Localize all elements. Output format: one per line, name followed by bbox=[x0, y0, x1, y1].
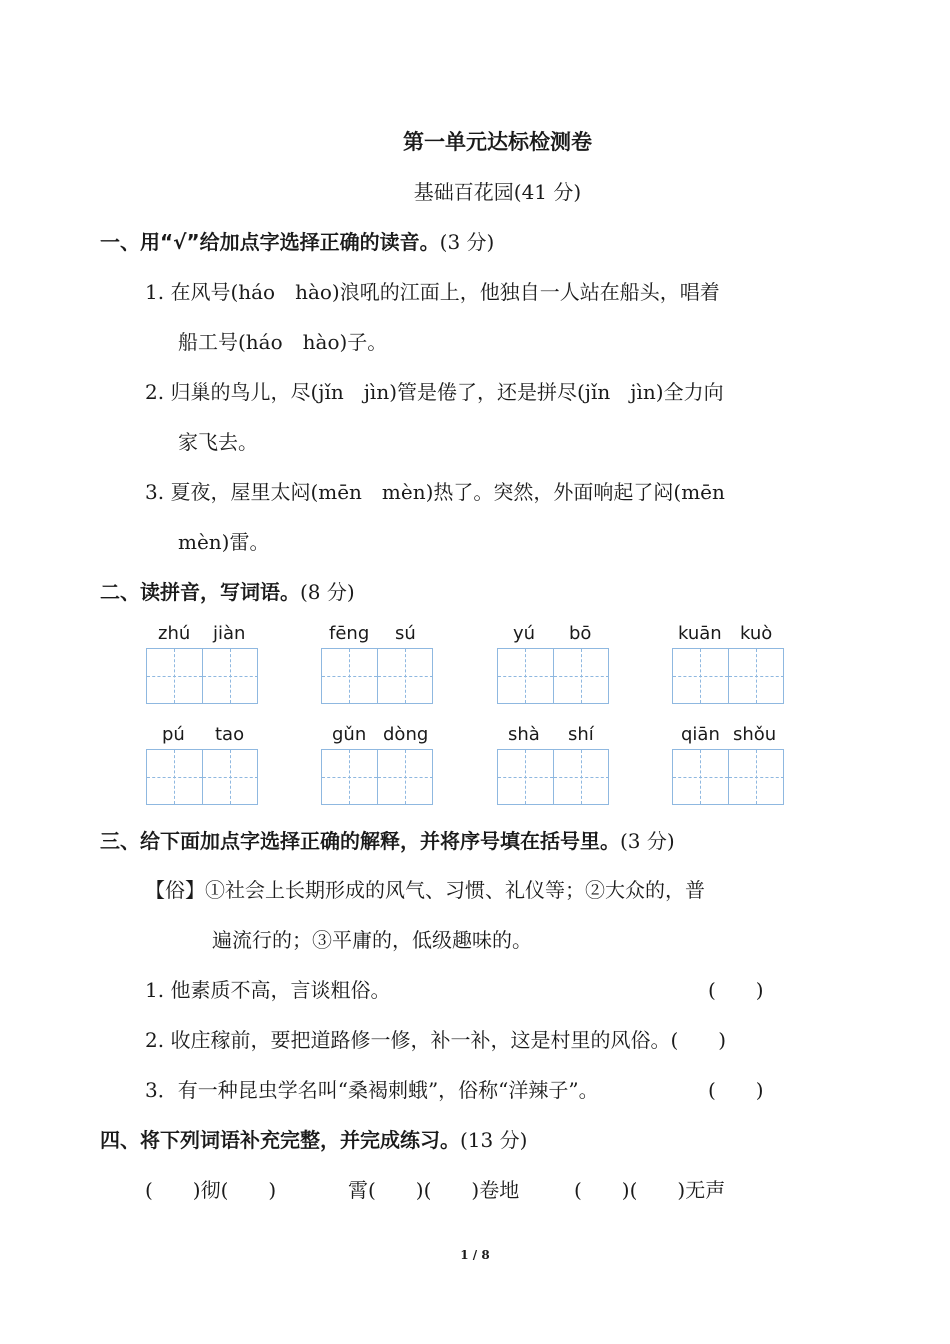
idiom-blank-2[interactable]: 霄( )( )卷地 bbox=[348, 1178, 520, 1202]
s1-line-4: 家飞去。 bbox=[178, 430, 258, 454]
section-2-score: (8 分) bbox=[300, 580, 355, 604]
section-2-heading bbox=[100, 576, 355, 605]
page-title: 第一单元达标检测卷 bbox=[403, 130, 592, 154]
pinyin: kuān bbox=[678, 623, 722, 644]
writing-grid[interactable] bbox=[497, 749, 609, 805]
pinyin: sú bbox=[395, 623, 416, 644]
s1-line-5: 3. 夏夜，屋里太闷(mēn mèn)热了。突然，外面响起了闷(mēn bbox=[145, 480, 725, 504]
section-3-heading bbox=[100, 825, 675, 854]
s3-question-1: 1. 他素质不高，言谈粗俗。 bbox=[145, 978, 391, 1002]
s1-line-2: 船工号(háo hào)子。 bbox=[178, 330, 388, 354]
s1-line-1: 1. 在风号(háo hào)浪吼的江面上，他独自一人站在船头，唱着 bbox=[145, 280, 720, 304]
s3-question-3: 3．有一种昆虫学名叫“桑褐刺蛾”，俗称“洋辣子”。 bbox=[145, 1078, 599, 1102]
answer-blank[interactable]: ( ) bbox=[708, 978, 764, 1002]
section-1-score: (3 分) bbox=[439, 230, 495, 254]
writing-grid[interactable] bbox=[497, 648, 609, 704]
section-4-heading bbox=[100, 1124, 527, 1153]
writing-grid[interactable] bbox=[672, 648, 784, 704]
pinyin: shà bbox=[508, 724, 540, 745]
pinyin: fēng bbox=[329, 623, 370, 644]
writing-grid[interactable] bbox=[672, 749, 784, 805]
pinyin: shǒu bbox=[733, 724, 777, 745]
page-number: 1 / 8 bbox=[460, 1248, 490, 1262]
writing-grid[interactable] bbox=[146, 749, 258, 805]
section-1-title: 一、用“√”给加点字选择正确的读音。 bbox=[100, 230, 440, 254]
section-4-score: (13 分) bbox=[460, 1128, 528, 1152]
s3-question-2: 2. 收庄稼前，要把道路修一修，补一补，这是村里的风俗。( ) bbox=[145, 1028, 727, 1052]
writing-grid[interactable] bbox=[146, 648, 258, 704]
pinyin: tao bbox=[215, 724, 245, 745]
definition-line-1: 【俗】①社会上长期形成的风气、习惯、礼仪等；②大众的，普 bbox=[145, 878, 705, 902]
pinyin: zhú bbox=[158, 623, 191, 644]
pinyin: pú bbox=[162, 724, 185, 745]
idiom-blank-1[interactable]: ( )彻( ) bbox=[145, 1178, 277, 1202]
writing-grid[interactable] bbox=[321, 749, 433, 805]
section-1-heading bbox=[100, 226, 494, 255]
section-4-title: 四、将下列词语补充完整，并完成练习。 bbox=[100, 1128, 460, 1152]
pinyin: jiàn bbox=[213, 623, 246, 644]
pinyin: yú bbox=[513, 623, 536, 644]
section-2-title: 二、读拼音，写词语。 bbox=[100, 580, 300, 604]
pinyin: kuò bbox=[740, 623, 773, 644]
idiom-blank-3[interactable]: ( )( )无声 bbox=[574, 1178, 726, 1202]
pinyin: dòng bbox=[383, 724, 429, 745]
answer-blank[interactable]: ( ) bbox=[708, 1078, 764, 1102]
definition-line-2: 遍流行的；③平庸的，低级趣味的。 bbox=[212, 928, 532, 952]
pinyin: bō bbox=[569, 623, 592, 644]
page-subtitle: 基础百花园(41 分) bbox=[413, 180, 582, 204]
s1-line-3: 2. 归巢的鸟儿，尽(jǐn jìn)管是倦了，还是拼尽(jǐn jìn)全力向 bbox=[145, 380, 724, 404]
pinyin: gǔn bbox=[332, 724, 367, 745]
writing-grid[interactable] bbox=[321, 648, 433, 704]
section-3-score: (3 分) bbox=[620, 829, 675, 853]
section-3-title: 三、给下面加点字选择正确的解释，并将序号填在括号里。 bbox=[100, 829, 620, 853]
s1-line-6: mèn)雷。 bbox=[178, 530, 270, 554]
pinyin: qiān bbox=[681, 724, 720, 745]
pinyin: shí bbox=[568, 724, 594, 745]
